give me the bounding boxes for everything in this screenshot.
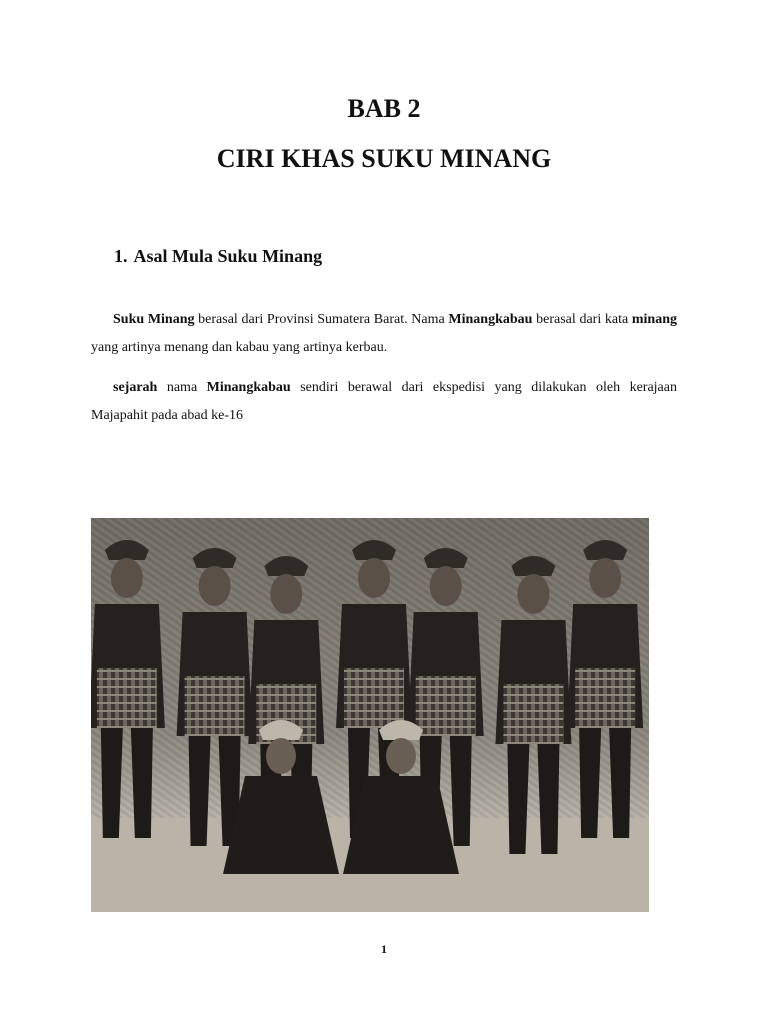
term-minangkabau: Minangkabau — [448, 312, 533, 327]
paragraph-text: yang artinya menang dan kabau yang artinya kerbau. — [91, 340, 388, 355]
paragraph-text: sendiri berawal dari ekspedisi yang dilakukan oleh kerajaan Majapahit pada abad ke-16 — [91, 380, 677, 423]
term-minang: minang — [631, 312, 677, 327]
section-heading — [114, 246, 322, 267]
chapter-title: CIRI KHAS SUKU MINANG — [216, 144, 552, 173]
minang-people-photo — [91, 518, 649, 912]
term-minangkabau: Minangkabau — [206, 380, 291, 395]
section-heading-text: Asal Mula Suku Minang — [133, 246, 323, 266]
page-number: 1 — [381, 942, 387, 956]
standing-person — [567, 540, 643, 838]
term-sejarah: sejarah — [113, 380, 158, 395]
photo-illustration — [91, 518, 649, 912]
section-number: 1. — [114, 246, 128, 266]
standing-person — [495, 556, 571, 854]
chapter-label: BAB 2 — [347, 94, 421, 123]
paragraph-history — [91, 374, 677, 430]
standing-person — [91, 540, 165, 838]
paragraph-text: nama — [157, 380, 207, 395]
paragraph-text: berasal dari kata — [532, 312, 632, 327]
term-suku-minang: Suku Minang — [113, 312, 195, 327]
paragraph-origin — [91, 306, 677, 362]
paragraph-text: berasal dari Provinsi Sumatera Barat. Nama — [194, 312, 449, 327]
